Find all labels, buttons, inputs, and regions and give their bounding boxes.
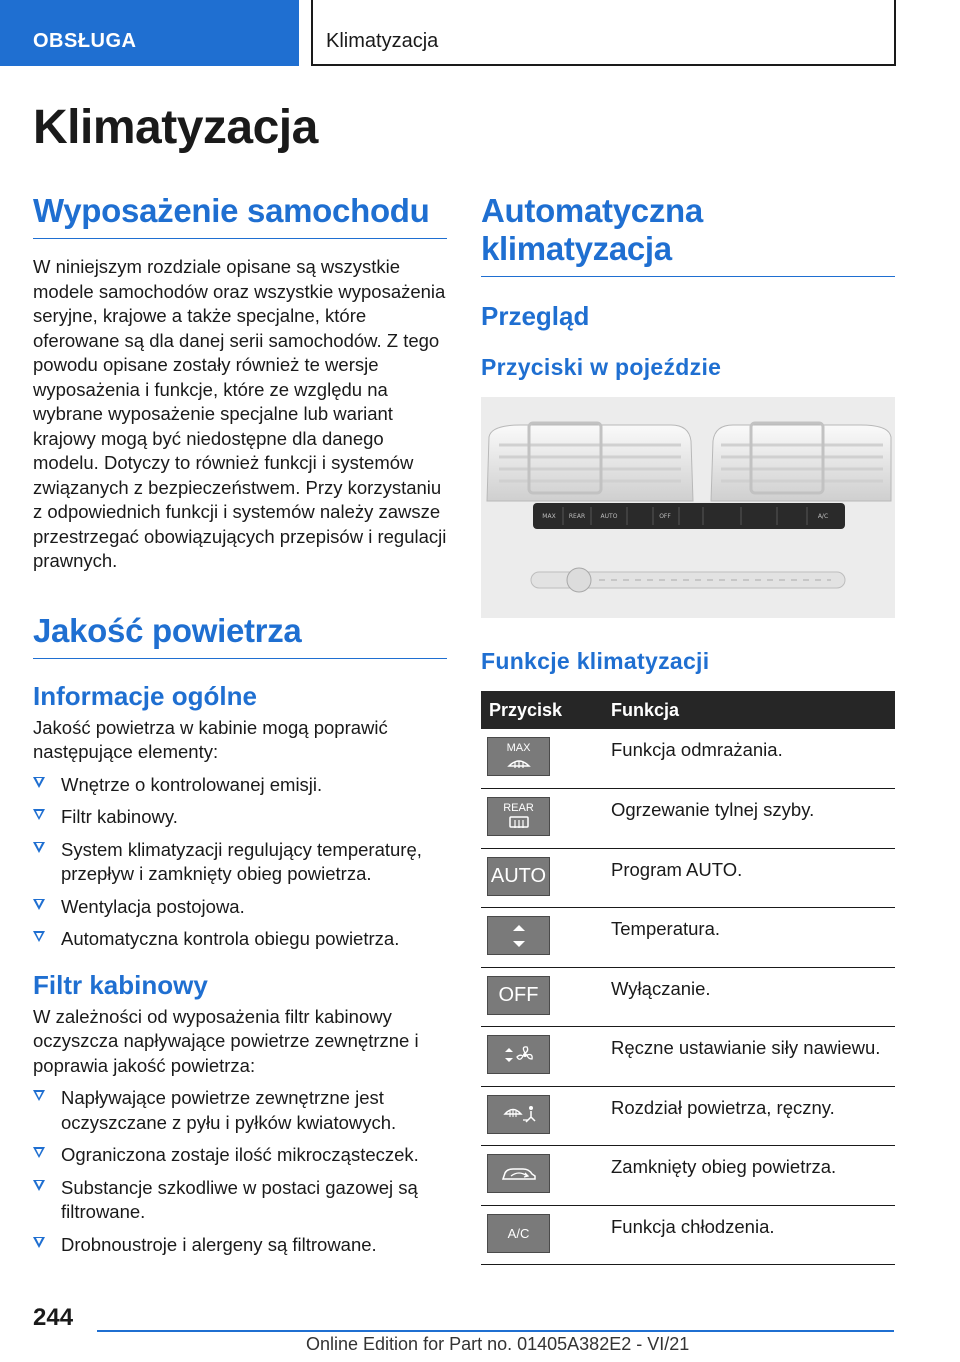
photo-button-label: AUTO <box>600 513 618 520</box>
auto-icon: AUTO <box>487 857 550 896</box>
recirculation-icon <box>487 1154 550 1193</box>
column-header-button: Przycisk <box>481 691 603 729</box>
max-defrost-icon: MAX <box>487 737 550 776</box>
heading-automatic-climate: Automatyczna klimatyzacja <box>481 192 895 277</box>
general-text: Jakość powietrza w kabinie mogą poprawić następujące elementy: <box>33 716 388 762</box>
list-item: System klimatyzacji regulujący temperaturę, przepływ i zamknięty obieg powietrza. <box>33 838 447 887</box>
list-item: Substancje szkodliwe w postaci gazowej są filtrowane. <box>33 1176 447 1225</box>
function-text: Ogrzewanie tylnej szyby. <box>603 789 895 849</box>
heading-general-info: Informacje ogólne <box>33 680 257 711</box>
section-tab: OBSŁUGA <box>0 0 299 66</box>
function-text: Program AUTO. <box>603 848 895 908</box>
table-row <box>481 967 895 1027</box>
list-item: Filtr kabinowy. <box>33 805 447 830</box>
left-column <box>33 192 447 1265</box>
table-row <box>481 1086 895 1146</box>
heading-buttons: Przyciski w pojeździe <box>481 354 722 380</box>
list-item: Ograniczona zostaje ilość mikrocząsteczek. <box>33 1143 447 1168</box>
off-icon: OFF <box>487 976 550 1015</box>
bullet-icon <box>33 777 45 788</box>
equipment-text: W niniejszym rozdziale opisane są wszystkie modele samochodów oraz wszystkie wyposażenia seryjne, krajowe a także specjalne, które oferowane są dla danej serii samochodów. Z tego powodu opisane zostały również te wersje wyposażenia i funkcje, które ze względu na wybrane wyposażenie specjalne lub wariant krajowy mogą być niedostępne dla danego modelu. Dotyczy to również funkcji i systemów związanych z bezpieczeństwem. Przy korzystaniu z odpowiednich funkcji i systemów należy zawsze przestrzegać obowiązujących przepisów i regulacji prawnych. <box>33 256 447 571</box>
list-item: Napływające powietrze zewnętrzne jest oczyszczane z pyłu i pyłków kwiatowych. <box>33 1086 447 1135</box>
function-text: Funkcja odmrażania. <box>603 729 895 789</box>
rear-defrost-icon: REAR <box>487 797 550 836</box>
bullet-icon <box>33 899 45 910</box>
photo-button-label: A/C <box>817 513 829 520</box>
temperature-arrows-icon <box>487 916 550 955</box>
heading-equipment: Wyposażenie samochodu <box>33 192 447 239</box>
list-item: Wnętrze o kontrolowanej emisji. <box>33 773 447 798</box>
list-item: Wentylacja postojowa. <box>33 895 447 920</box>
column-header-function: Funkcja <box>603 691 895 729</box>
bullet-icon <box>33 809 45 820</box>
table-row <box>481 1146 895 1206</box>
heading-air-quality: Jakość powietrza <box>33 612 447 659</box>
page-title: Klimatyzacja <box>33 101 318 154</box>
ac-icon: A/C <box>487 1214 550 1253</box>
bullet-icon <box>33 1090 45 1101</box>
bullet-icon <box>33 1180 45 1191</box>
bullet-icon <box>33 842 45 853</box>
function-text: Wyłączanie. <box>603 967 895 1027</box>
table-row <box>481 908 895 968</box>
fan-icon <box>487 1035 550 1074</box>
chapter-title: Klimatyzacja <box>311 0 896 66</box>
table-row <box>481 1205 895 1265</box>
function-text: Ręczne ustawianie siły nawiewu. <box>603 1027 895 1087</box>
bullet-icon <box>33 1147 45 1158</box>
table-header <box>481 691 895 729</box>
functions-table <box>481 691 895 1265</box>
heading-functions: Funkcje klimatyzacji <box>481 648 710 674</box>
table-row <box>481 848 895 908</box>
function-text: Funkcja chłodzenia. <box>603 1205 895 1265</box>
climate-panel-photo <box>481 397 895 618</box>
page-number: 244 <box>33 1304 74 1331</box>
bullet-icon <box>33 1237 45 1248</box>
function-text: Rozdział powietrza, ręczny. <box>603 1086 895 1146</box>
footer-divider <box>97 1330 894 1332</box>
photo-button-label: MAX <box>542 513 556 520</box>
heading-overview: Przegląd <box>481 301 590 331</box>
heading-cabin-filter: Filtr kabinowy <box>33 969 208 1000</box>
filter-list <box>33 1086 447 1257</box>
function-text: Temperatura. <box>603 908 895 968</box>
photo-button-label: OFF <box>659 513 671 520</box>
table-row <box>481 729 895 789</box>
table-row <box>481 789 895 849</box>
right-column <box>481 192 895 1265</box>
air-distribution-icon <box>487 1095 550 1134</box>
climate-panel-illustration <box>481 397 895 618</box>
table-row <box>481 1027 895 1087</box>
filter-text: W zależności od wyposażenia filtr kabinowy oczyszcza napływające powietrze zewnętrzne i poprawia jakość powietrza: <box>33 1005 419 1076</box>
function-text: Zamknięty obieg powietrza. <box>603 1146 895 1206</box>
footer-edition: Online Edition for Part no. 01405A382E2 - VI/21 <box>306 1334 690 1354</box>
photo-button-label: REAR <box>568 513 586 520</box>
list-item: Automatyczna kontrola obiegu powietrza. <box>33 927 447 952</box>
general-list <box>33 773 447 952</box>
bullet-icon <box>33 931 45 942</box>
list-item: Drobnoustroje i alergeny są filtrowane. <box>33 1233 447 1258</box>
